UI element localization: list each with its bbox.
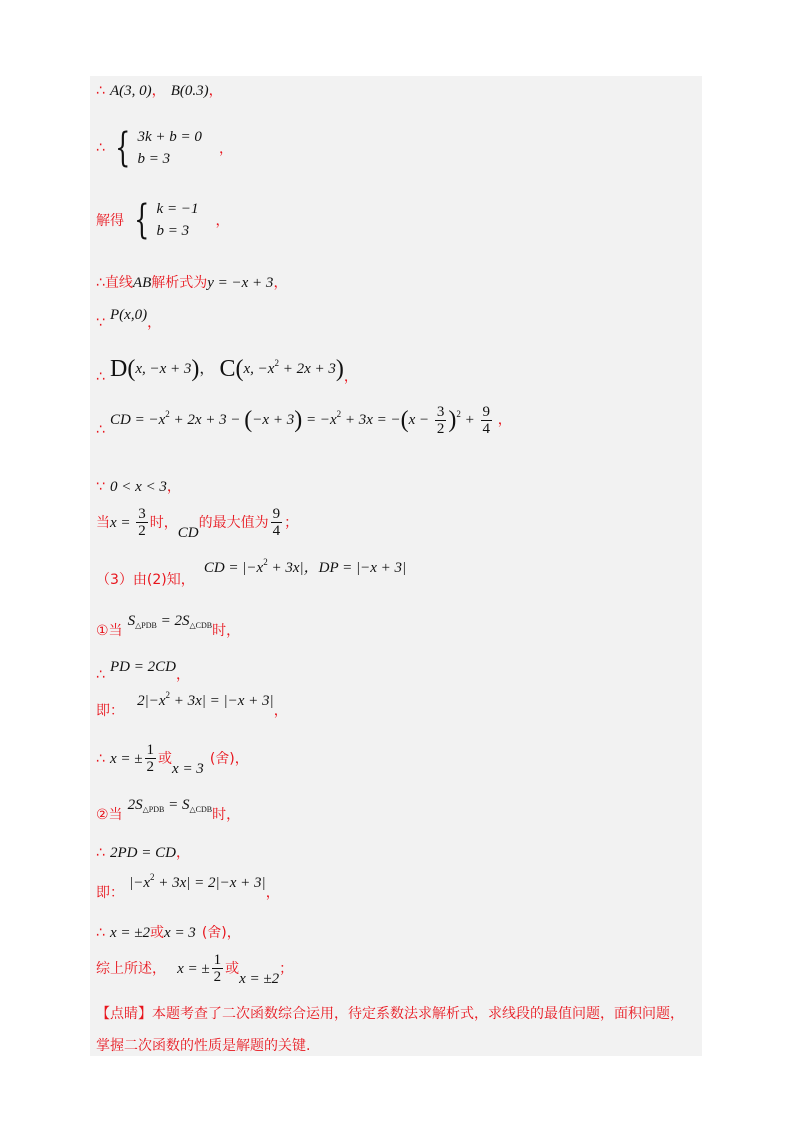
equation-system: { 3k + b = 0 b = 3 [115,125,202,171]
therefore-symbol: ∴ [96,667,105,683]
math: x = ±2 [110,925,151,941]
punct: ， [215,212,230,229]
equation-row: k = −1 [156,201,199,217]
line-10 [96,556,406,589]
therefore-symbol: ∴ [96,421,105,438]
text: ∴直线 [96,275,133,291]
therefore-symbol: ∴ [96,751,105,767]
text: 时， [149,515,178,531]
punct: ， [265,885,280,901]
line-11 [96,610,240,640]
text: 的最大值为 [198,515,269,531]
separator: ， [151,83,166,99]
math-point-b: B(0.3) [170,83,209,99]
punct: ， [147,315,162,331]
math: $2S_{\triangle PDB} = S_{\triangle CDB}$ [127,797,213,814]
because-symbol: ∵ [96,315,105,331]
line-15 [96,794,240,824]
text: (舍)， [209,751,249,767]
text: 即： [96,885,124,901]
line-1 [96,80,223,100]
line-8 [96,476,181,496]
solve-label: 解得 [96,213,124,229]
therefore-symbol: ∴ [96,140,105,156]
math: x = ±2 [239,971,280,987]
math-point-a: A(3, 0) [110,83,152,99]
text: 时， [212,807,241,823]
punct: ； [279,961,294,977]
text: (舍)， [201,925,241,941]
line-3 [96,198,230,242]
case-2-label: ②当 [96,807,123,823]
part-3-label: （3）由(2)知， [96,572,195,588]
case-1-label: ①当 [96,623,123,639]
equation-row: b = 3 [156,223,190,239]
punct: ； [284,515,299,531]
line-18 [96,922,241,942]
text: 即： [96,703,124,719]
comment-tag: 【点睛】 [96,1006,152,1022]
separator: ， [199,361,215,377]
because-symbol: ∵ [96,479,105,495]
math: 0 < x < 3 [110,479,167,495]
math: P(x,0) [110,307,148,323]
equation-row: b = 3 [137,151,171,167]
punct: ， [218,140,233,157]
line-19: 综上所述， x = ± $\frac{1}{2}$ 或x = ±2； [96,952,294,987]
math: x = ± [110,751,143,767]
punct: ， [175,845,190,861]
punct: ， [175,667,190,683]
text: 综上所述， [96,961,166,977]
line-16 [96,842,190,862]
therefore-symbol: ∴ [96,83,105,99]
text: 解析式为 [151,275,208,291]
math-point-c: C(x, $-x^2 + 2x + 3$) [219,356,344,382]
line-12 [96,656,190,684]
math: CD = $|-x^2 + 3x|$，DP = |−x + 3| [203,557,407,576]
math: 2PD = CD [110,845,176,861]
line-13 [96,690,288,720]
text: 或 [150,925,165,941]
math: CD [177,525,199,541]
cd-expression: CD = $-x^2 + 2x + 3 - (-x + 3) = -x^2 + 3x = -(x$ − $\frac{3}{2}$ )$^2$ + $\frac{9}{4}$ [110,404,491,437]
punct: ， [343,369,358,385]
therefore-symbol: ∴ [96,369,105,385]
math: $S_{\triangle PDB} = 2S_{\triangle CDB}$ [127,613,213,630]
math: x = ± [177,961,210,977]
line-2 [96,126,233,170]
math: x = [110,515,135,531]
text: 时， [212,623,241,639]
math: x = 3 [172,761,204,777]
math: PD = 2CD [110,659,176,675]
punct: ， [497,411,512,428]
therefore-symbol: ∴ [96,845,105,861]
line-6 [96,356,358,386]
math: $|-x^2 + 3x| = 2|-x + 3|$ [129,872,266,891]
punct: ， [208,83,223,99]
math: y = −x + 3 [207,275,274,291]
math-point-d: D(x, −x + 3) [110,356,200,382]
punct: ， [273,703,288,719]
line-14: ∴ x = ± $\frac{1}{2}$ 或x = 3(舍)， [96,742,249,777]
math: x = 3 [164,925,196,941]
line-5 [96,304,161,332]
comment-paragraph [96,998,696,1062]
therefore-symbol: ∴ [96,925,105,941]
punct: ， [166,479,181,495]
solution-system: { k = −1 b = 3 [134,197,199,243]
math: AB [132,275,152,291]
line-17 [96,872,280,902]
text: 或 [158,751,173,767]
comment-text: 本题考查了二次函数综合运用，待定系数法求解析式，求线段的最值问题，面积问题，掌握二次函数的性质是解题的关键. [96,1006,684,1054]
punct: ， [273,275,288,291]
line-9: 当x = $\frac{3}{2}$ 时，CD的最大值为 $\frac{9}{4}$ ； [96,506,299,541]
line-4 [96,272,287,292]
math: $2|-x^2 + 3x| = |-x + 3|$ [137,690,274,709]
text: 或 [225,961,240,977]
text: 当 [96,515,110,531]
line-7 [96,404,512,438]
equation-row: 3k + b = 0 [137,129,202,145]
